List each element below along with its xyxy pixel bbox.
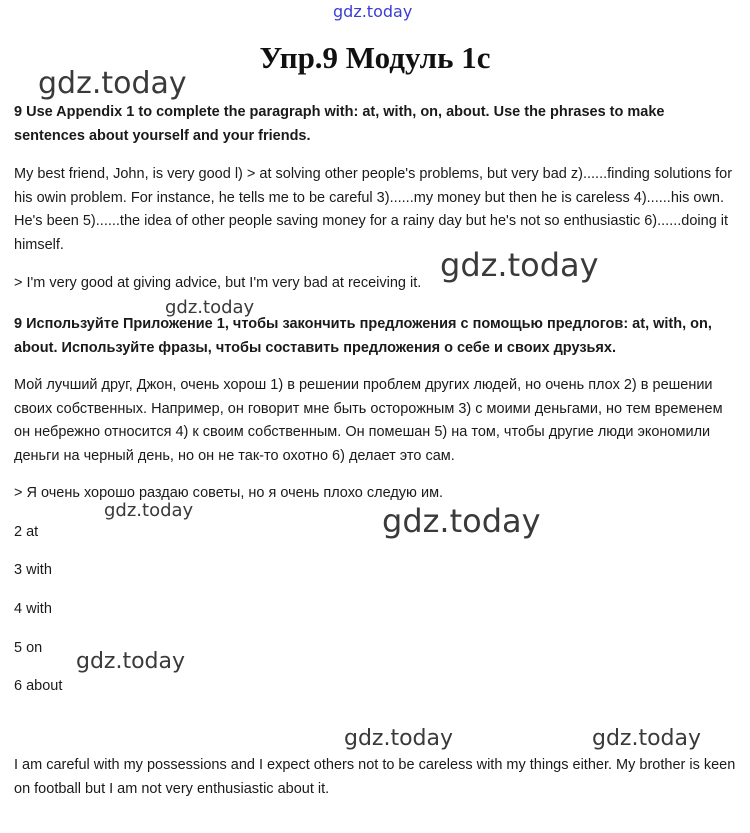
task-en-instruction: 9 Use Appendix 1 to complete the paragraph with: at, with, on, about. Use the phrases to make sentences about yourself and your friends. <box>14 104 665 144</box>
answer-item: 4 with <box>14 601 52 617</box>
task-en-paragraph: My best friend, John, is very good l) > at solving other people's problems, but very bad z)......finding solutions for his owin problem. For instance, he tells me to be careful 3)......my money but then he is careless 4)......his own. He's been 5)......the idea of other people saving money for a rainy day but he's not so enthusiastic 6)......doing it himself. <box>14 166 733 253</box>
answer-item: 6 about <box>14 678 63 694</box>
watermark: gdz.today <box>76 649 186 674</box>
watermark: gdz.today <box>104 500 194 521</box>
closing-sentences: I am careful with my possessions and I expect others not to be careless with my things either. My brother is keen on football but I am not very enthusiastic about it. <box>14 757 736 797</box>
watermark: gdz.today <box>382 502 541 540</box>
watermark: gdz.today <box>344 726 454 751</box>
watermark-top: gdz.today <box>333 2 413 21</box>
watermark: gdz.today <box>38 66 187 101</box>
page-title: Упр.9 Модуль 1с <box>259 40 491 75</box>
task-ru-example: > Я очень хорошо раздаю советы, но я очень плохо следую им. <box>14 485 444 501</box>
answer-item: 5 on <box>14 640 43 656</box>
watermark: gdz.today <box>165 297 255 318</box>
task-ru-instruction: 9 Используйте Приложение 1, чтобы закончить предложения с помощью предлогов: at, with, on, about. Используйте фразы, чтобы составить предложения о себе и своих друзьях. <box>14 316 712 356</box>
watermark: gdz.today <box>440 246 599 284</box>
task-ru-paragraph: Мой лучший друг, Джон, очень хорош 1) в решении проблем других людей, но очень плох 2) в решении своих собственных. Например, он говорит мне быть осторожным 3) с моими деньгами, но тем временем он небрежно относится 4) к своим собственным. Он помешан 5) на том, чтобы другие люди экономили деньги на черный день, но он не так-то охотно 6) делает это сам. <box>14 377 723 464</box>
task-en-example: > I'm very good at giving advice, but I'm very bad at receiving it. <box>14 275 422 291</box>
watermark: gdz.today <box>592 726 702 751</box>
answer-item: 2 at <box>14 524 39 540</box>
answer-item: 3 with <box>14 562 52 578</box>
